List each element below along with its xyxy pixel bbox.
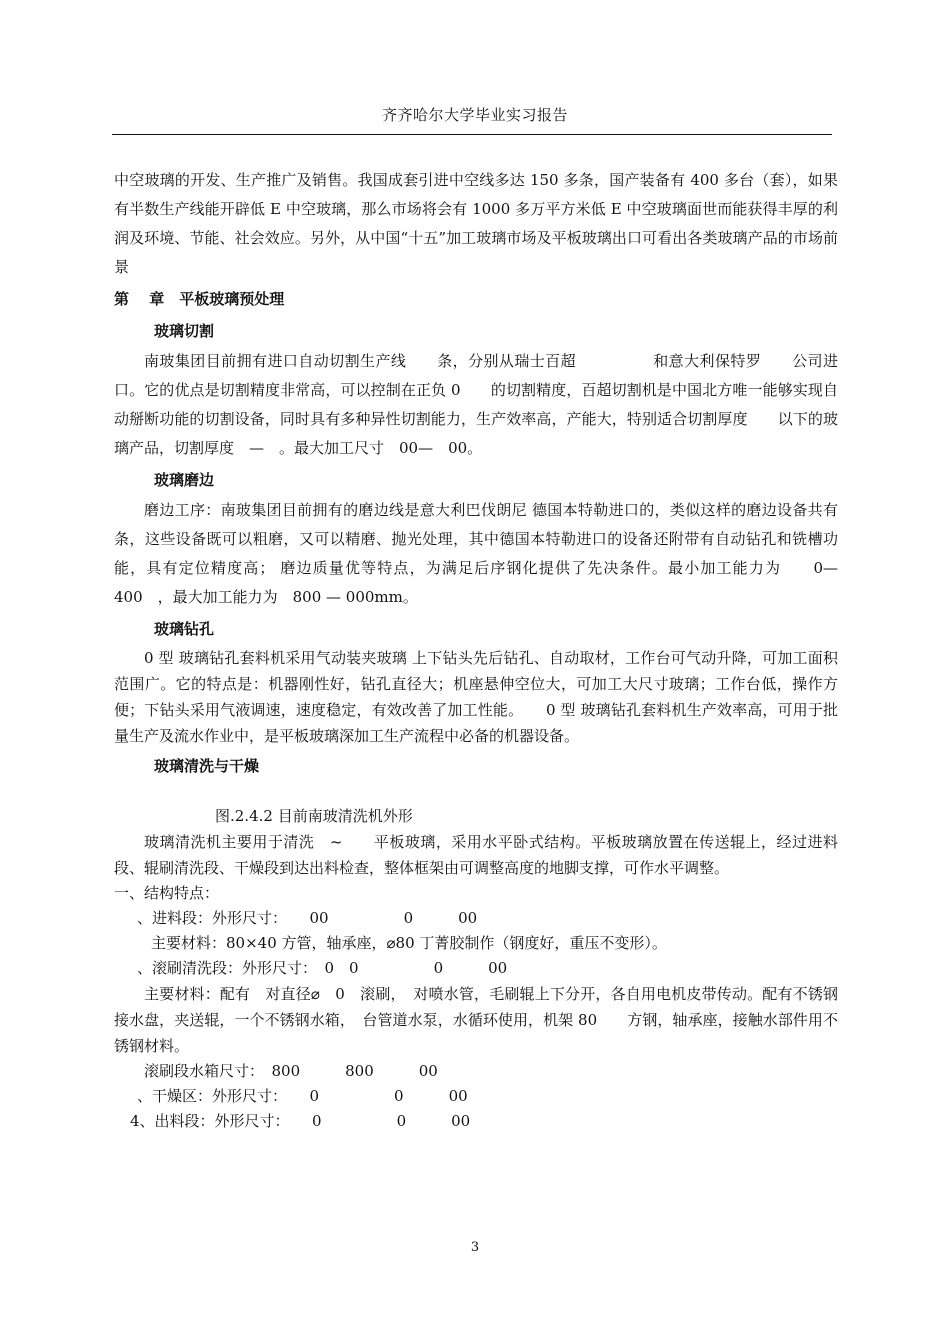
header-rule bbox=[112, 134, 832, 135]
section-heading-drilling: 玻璃钻孔 bbox=[154, 620, 215, 638]
brush-material-paragraph: 主要材料：配有 对直径⌀ 0 滚刷， 对喷水管，毛刷辊上下分开，各自用电机皮带传动。配有不锈钢接水盘，夹送辊，一个不锈钢水箱， 台管道水泵，水循环使用，机架 80 方钢，轴承座，接触水部件用不锈钢材料。 bbox=[114, 985, 838, 1055]
dry-section-line: 、干燥区：外形尺寸： 0 0 00 bbox=[122, 1087, 468, 1105]
structure-title: 一、结构特点： bbox=[114, 884, 220, 902]
section-heading-cutting: 玻璃切割 bbox=[154, 322, 215, 340]
drilling-paragraph: 0 型 玻璃钻孔套料机采用气动装夹玻璃 上下钻头先后钻孔、自动取材，工作台可气动升降，可加工面积范围广。它的特点是：机器刚性好，钻孔直径大；机座悬伸空位大，可加工大尺寸玻璃；工作台低，操作方便；下钻头采用气液调速，速度稳定，有效改善了加工性能。 0 型 玻璃钻孔套料机生产效率高，可用于批量生产及流水作业中，是平板玻璃深加工生产流程中必备的机器设备。 bbox=[114, 649, 838, 745]
section-heading-edging: 玻璃磨边 bbox=[154, 471, 215, 489]
feed-material-line: 主要材料：80×40 方管，轴承座，⌀80 丁菁胶制作（钢度好，重压不变形）。 bbox=[136, 934, 667, 952]
page-header: 齐齐哈尔大学毕业实习报告 bbox=[381, 106, 568, 124]
tank-size-line: 滚刷段水箱尺寸： 800 800 00 bbox=[144, 1062, 438, 1080]
feed-section-line: 、进料段：外形尺寸： 00 0 00 bbox=[122, 909, 478, 927]
washing-paragraph: 玻璃清洗机主要用于清洗 ~ 平板玻璃，采用水平卧式结构。平板玻璃放置在传送辊上，经过进料段、辊刷清洗段、干燥段到达出料检查，整体框架由可调整高度的地脚支撑，可作水平调整。 bbox=[114, 833, 838, 877]
section-heading-washing: 玻璃清洗与干燥 bbox=[154, 757, 260, 775]
intro-paragraph: 中空玻璃的开发、生产推广及销售。我国成套引进中空线多达 150 多条，国产装备有 400 多台（套），如果有半数生产线能开辟低 E 中空玻璃，那么市场将会有 1000 多万平方米低 E 中空玻璃面世而能获得丰厚的利润及环境、节能、社会效应。另外，从中国“十五”加工玻璃市场及平板玻璃出口可看出各类玻璃产品的市场前景 bbox=[114, 171, 838, 276]
cutting-paragraph: 南玻集团目前拥有进口自动切割生产线 条，分别从瑞士百超 和意大利保特罗 公司进口。它的优点是切割精度非常高，可以控制在正负 0 的切割精度，百超切割机是中国北方唯一能够实现自动掰断功能的切割设备，同时具有多种异性切割能力，生产效率高，产能大，特别适合切割厚度 以下的玻璃产品，切割厚度 — 。最大加工尺寸 00— 00。 bbox=[114, 352, 838, 457]
chapter-heading: 第 章 平板玻璃预处理 bbox=[114, 290, 285, 308]
edging-paragraph: 磨边工序：南玻集团目前拥有的磨边线是意大利巴伐朗尼 德国本特勒进口的，类似这样的磨边设备共有 条，这些设备既可以粗磨，又可以精磨、抛光处理，其中德国本特勒进口的设备还附带有自动钻孔和铣槽功能，具有定位精度高； 磨边质量优等特点，为满足后序钢化提供了先决条件。最小加工能力为 0—400 ，最大加工能力为 800 — 000mm。 bbox=[114, 501, 854, 606]
document-body bbox=[114, 166, 854, 1134]
brush-section-line: 、滚刷清洗段：外形尺寸： 0 0 0 00 bbox=[122, 959, 508, 977]
figure-caption: 图.2.4.2 目前南玻清洗机外形 bbox=[215, 807, 413, 825]
out-section-line: 4、出料段：外形尺寸： 0 0 00 bbox=[130, 1112, 471, 1130]
page-number: 3 bbox=[470, 1240, 480, 1255]
